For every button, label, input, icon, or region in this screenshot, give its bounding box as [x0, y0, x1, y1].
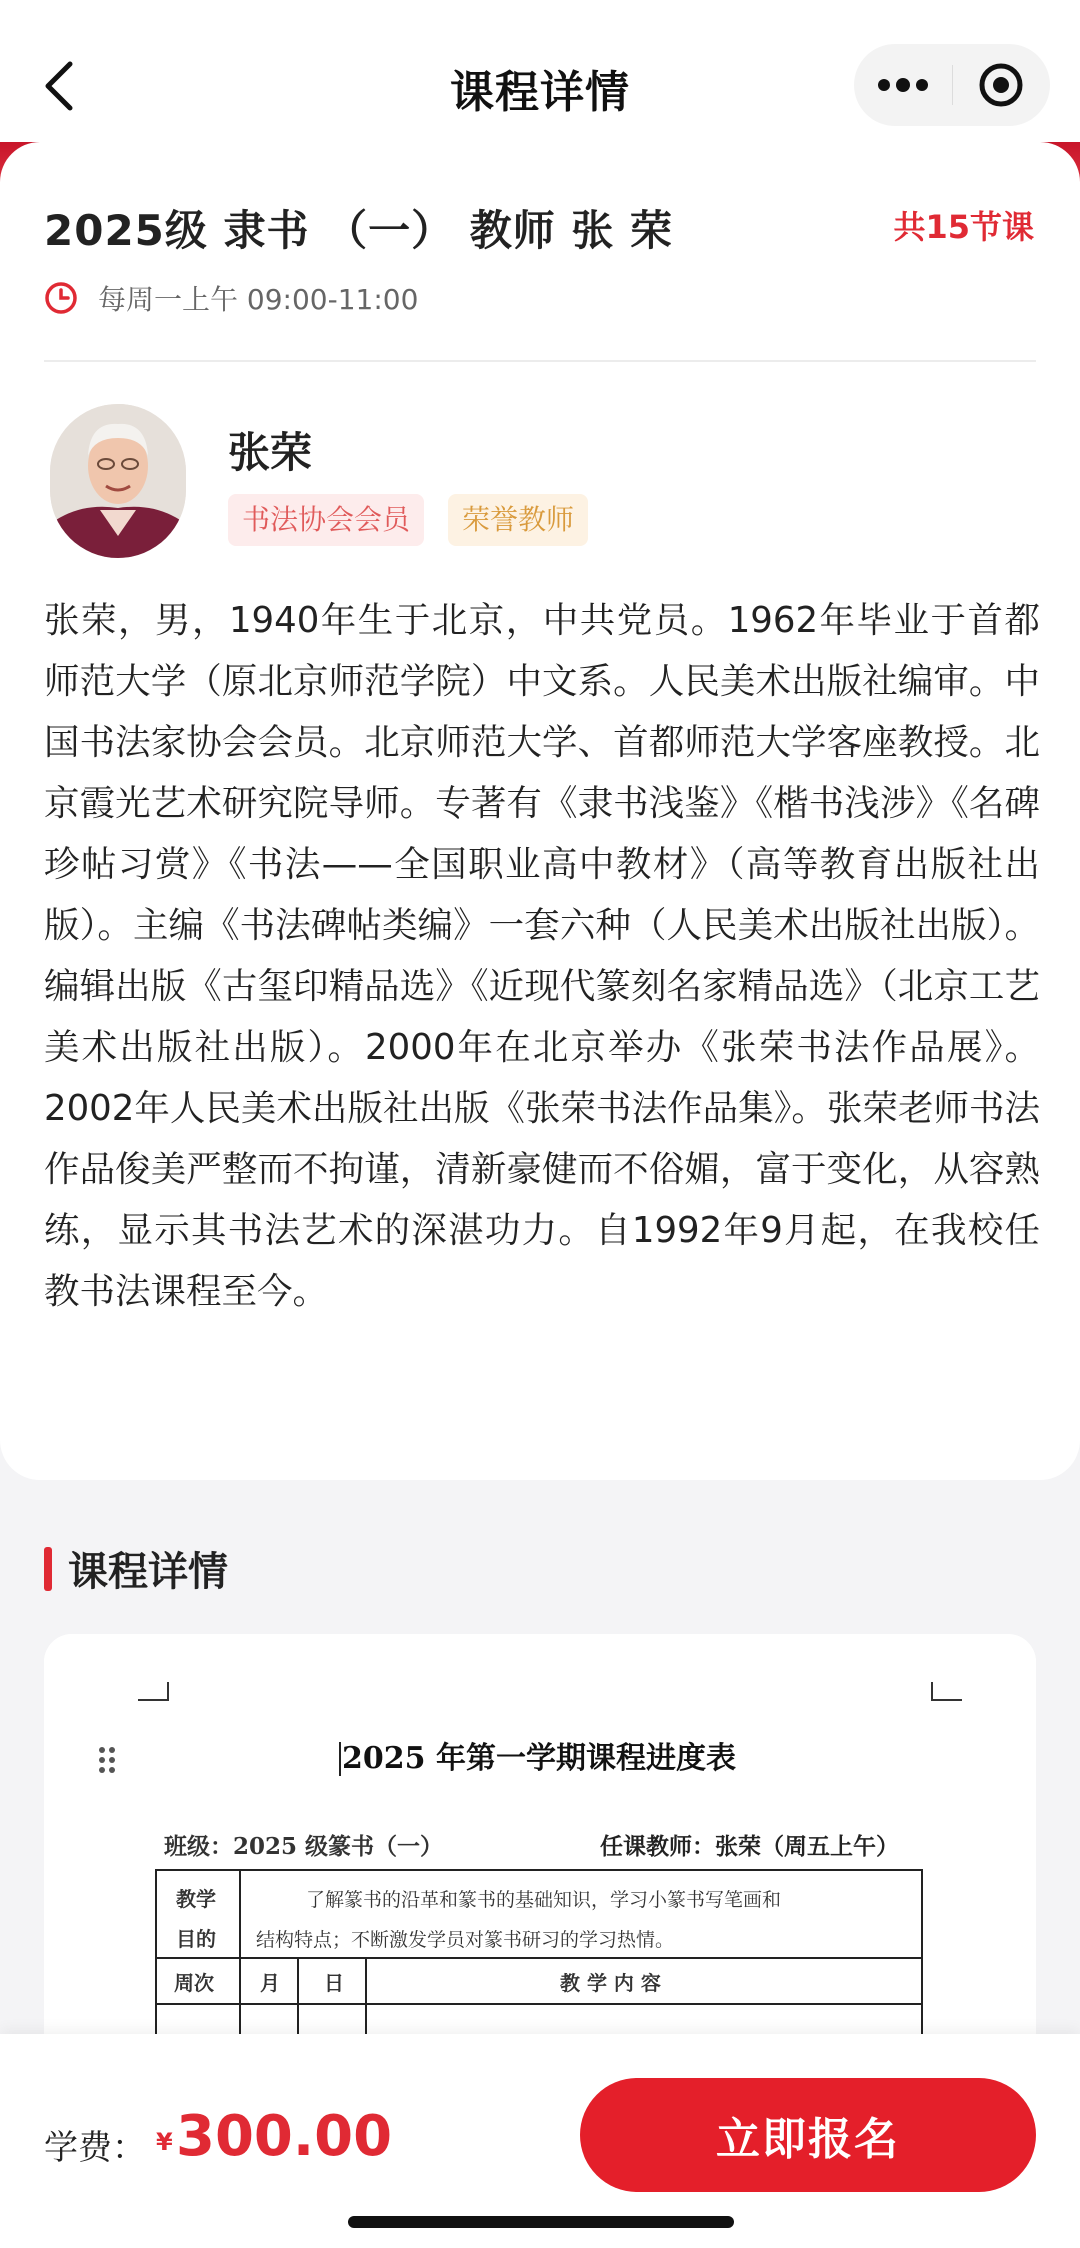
record-icon: [978, 62, 1024, 108]
column-day: 日: [324, 1971, 344, 1995]
enroll-button[interactable]: 立即报名: [580, 2078, 1036, 2192]
schedule-text: 每周一上午 09:00-11:00: [98, 283, 419, 316]
navigation-bar: [0, 0, 1080, 142]
document-class: 班级：2025 级篆书（一）: [164, 1833, 444, 1860]
teacher-name: 张荣: [228, 428, 313, 477]
column-month: 月: [260, 1971, 280, 1995]
teacher-bio: 张荣，男，1940年生于北京，中共党员。1962年毕业于首都师范大学（原北京师范学院）中文系。人民美术出版社编审。中国书法家协会会员。北京师范大学、首都师范大学客座教授。北京霞光艺术研究院导师。专著有《隶书浅鉴》《楷书浅涉》《名碑珍帖习赏》《书法——全国职业高中教材》（高等教育出版社出版）。主编《书法碑帖类编》一套六种（人民美术出版社出版）。编辑出版《古玺印精品选》《近现代篆刻名家精品选》（北京工艺美术出版社出版）。2000年在北京举办《张荣书法作品展》。2002年人民美术出版社出版《张荣书法作品集》。张荣老师书法作品俊美严整而不拘谨，清新豪健而不俗媚，富于变化，从容熟练，显示其书法艺术的深湛功力。自1992年9月起，在我校任教书法课程至今。: [44, 600, 1040, 1312]
fee-label: 学费：: [44, 2128, 146, 2168]
tag-honorary-teacher: 荣誉教师: [448, 494, 588, 546]
course-title: 2025级 隶书 （一） 教师 张 荣: [44, 206, 674, 255]
lesson-count: 共15节课: [893, 208, 1034, 246]
home-indicator: [348, 2216, 734, 2228]
section-accent-bar: [44, 1547, 52, 1591]
more-dots-icon: [877, 78, 929, 92]
section-title: 课程详情: [68, 1549, 228, 1595]
fee-amount: 300.00: [176, 2104, 393, 2169]
close-mini-program-button[interactable]: [953, 44, 1051, 126]
page-title: 课程详情: [450, 67, 630, 118]
column-week: 周次: [174, 1971, 214, 1995]
course-info-card: [0, 142, 1080, 1480]
teacher-avatar: [50, 404, 186, 558]
mini-program-capsule: [854, 44, 1050, 126]
goal-label-1: 教学: [176, 1887, 216, 1911]
section-course-details: [44, 1540, 228, 1597]
goal-text-2: 结构特点；不断激发学员对篆书研习的学习热情。: [256, 1929, 675, 1951]
goal-text-1: 了解篆书的沿革和篆书的基础知识，学习小篆书写笔画和: [306, 1889, 782, 1911]
divider: [44, 360, 1036, 362]
schedule-row: [44, 278, 418, 318]
column-content: 教 学 内 容: [560, 1971, 661, 1995]
tag-calligraphy-member: 书法协会会员: [228, 494, 424, 546]
clock-icon: [44, 281, 78, 315]
fee-currency: ¥: [156, 2128, 173, 2156]
document-title: 2025 年第一学期课程进度表: [342, 1741, 736, 1776]
document-teacher: 任课教师：张荣（周五上午）: [600, 1833, 899, 1860]
goal-label-2: 目的: [176, 1927, 216, 1951]
more-button[interactable]: [854, 44, 952, 126]
